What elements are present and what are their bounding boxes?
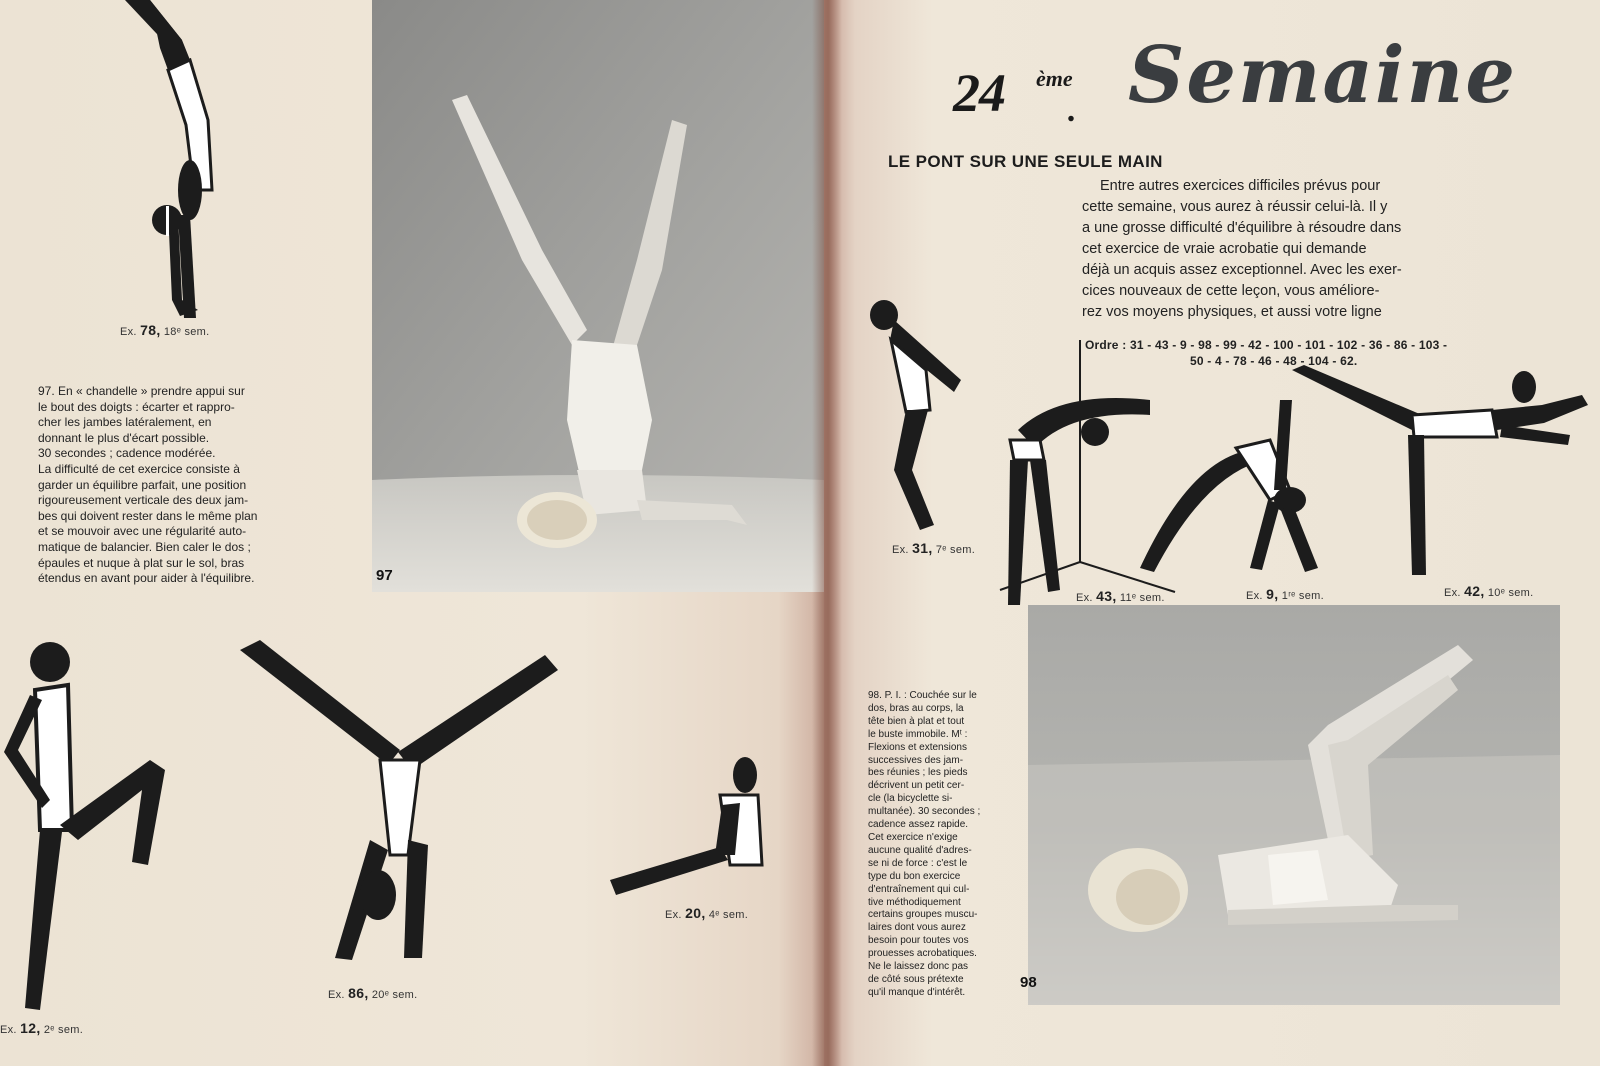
ordre-line-2: 50 - 4 - 78 - 46 - 48 - 104 - 62. (1190, 354, 1358, 368)
caption-ex42: Ex. 42, 10ᵉ sem. (1444, 583, 1534, 599)
ex98-text: 98. P. I. : Couchée sur le dos, bras au corps, la tête bien à plat et tout le buste immobile. Mᵗ : Flexions et extensions successives des jam- bes réunies ; les pieds décrivent un petit cer- cle (la bicyclette si- multanée). 30 secondes ; cadence assez rapide. Cet exercice n'exige aucune qualité d'adres- se ni de force : c'est le type du bon exercice d'entraînement qui cul- tive méthodiquement certains groupes muscu- laires dont vous aurez besoin pour toutes vos prouesses acrobatiques. Ne le laissez donc pas de côté sous prétexte qu'il manque d'intérêt. (868, 690, 981, 998)
caption-ex9: Ex. 9, 1ʳᵉ sem. (1246, 586, 1324, 602)
week-title: Semaine (1128, 30, 1517, 121)
ex97-text: 97. En « chandelle » prendre appui sur le bout des doigts : écarter et rappro- cher les jambes latéralement, en donnant le plus d'écart possible. 30 secondes ; cadence modérée. La difficulté de cet exercice consiste à garder un équilibre parfait, une position rigoureusement verticale des deux jam- bes qui doivent rester dans le même plan et se mouvoir avec une régularité auto- matique de balancier. Bien caler le dos ; épaules et nuque à plat sur le sol, bras étendus en avant pour aider à l'équilibre. (38, 384, 258, 586)
photo-97-number: 97 (376, 567, 393, 584)
split-handstand-figure (240, 640, 560, 980)
caption-ex78: Ex. 78, 18ᵉ sem. (120, 322, 210, 338)
week-number-suffix: ème (1036, 66, 1073, 91)
week-number: 24 (953, 63, 1005, 123)
caption-ex12: Ex. 12, 2ᵉ sem. (0, 1020, 84, 1036)
photo-97-candle-pose (372, 0, 824, 592)
bend-back-figure (866, 300, 976, 535)
intro-text: Entre autres exercices difficiles prévus pour cette semaine, vous aurez à réussir celui-là. Il y a une grosse difficulté d'équilibre à résoudre dans cet exercice de vraie acrobatie qui demande déjà un acquis assez exceptionnel. Avec les exer- cices nouveaux de cette leçon, vous améliore- rez vos moyens physiques, et aussi votre ligne (1082, 178, 1402, 320)
section-heading: LE PONT SUR UNE SEULE MAIN (888, 152, 1163, 171)
week-number-dot: . (1068, 92, 1077, 129)
photo-98-bicycle-pose (1020, 605, 1560, 1005)
arabesque-figure (1292, 365, 1600, 585)
caption-ex43: Ex. 43, 11ᵉ sem. (1076, 588, 1165, 604)
caption-ex86: Ex. 86, 20ᵉ sem. (328, 985, 418, 1001)
photo-98-number: 98 (1020, 974, 1037, 991)
caption-ex20: Ex. 20, 4ᵉ sem. (665, 905, 749, 921)
running-figure (0, 640, 165, 1020)
caption-ex31: Ex. 31, 7ᵉ sem. (892, 540, 976, 556)
ordre-line-1: Ordre : 31 - 43 - 9 - 98 - 99 - 42 - 100 - 101 - 102 - 36 - 86 - 103 - (1085, 338, 1448, 352)
handstand-figure (120, 0, 230, 320)
seated-stretch-figure (610, 755, 780, 915)
